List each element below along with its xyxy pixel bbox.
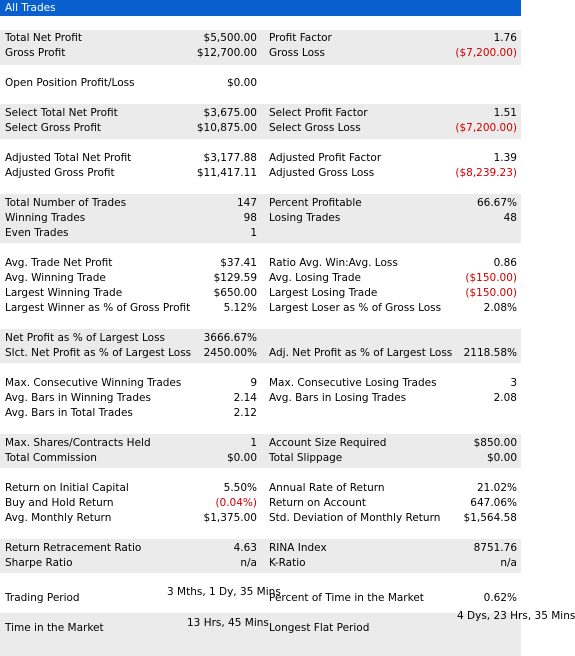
- stat-value: $1,564.58: [463, 512, 517, 524]
- stat-row: [0, 286, 521, 301]
- stat-row: [0, 481, 521, 496]
- stat-value: 1.76: [493, 32, 517, 44]
- stat-label: K-Ratio: [269, 557, 306, 569]
- stat-value: 4.63: [233, 542, 257, 554]
- section-consecutive-bars: [0, 374, 521, 423]
- stat-label: Winning Trades: [5, 212, 86, 224]
- section-contracts-commission: [0, 434, 521, 468]
- stat-label: Annual Rate of Return: [269, 482, 385, 494]
- stat-value: $10,875.00: [196, 122, 257, 134]
- section-largest-loss-ratios: [0, 329, 521, 363]
- stat-label: Avg. Trade Net Profit: [5, 257, 113, 269]
- stat-label: Open Position Profit/Loss: [5, 77, 135, 89]
- stat-value: n/a: [500, 557, 517, 569]
- stat-value: 0.86: [493, 257, 517, 269]
- stat-label: Adjusted Gross Loss: [269, 167, 375, 179]
- stat-value: 2.08%: [483, 302, 517, 314]
- stat-label: Std. Deviation of Monthly Return: [269, 512, 441, 524]
- stat-row: [0, 151, 521, 166]
- section-trade-averages: [0, 254, 521, 318]
- stat-label: Adjusted Total Net Profit: [5, 152, 132, 164]
- stat-label: Slct. Net Profit as % of Largest Loss: [5, 347, 192, 359]
- stat-value: $3,177.88: [203, 152, 257, 164]
- stat-label: Avg. Winning Trade: [5, 272, 106, 284]
- stat-label: Net Profit as % of Largest Loss: [5, 332, 166, 344]
- stat-label: Longest Flat Period: [269, 622, 370, 634]
- stat-row: [0, 496, 521, 511]
- stat-label: Total Number of Trades: [5, 197, 127, 209]
- stat-row: [0, 301, 521, 316]
- section-returns: [0, 479, 521, 528]
- stat-label: Losing Trades: [269, 212, 341, 224]
- stat-row: [0, 196, 521, 211]
- section-ratios: [0, 539, 521, 573]
- stat-label: Buy and Hold Return: [5, 497, 114, 509]
- stat-row: [0, 106, 521, 121]
- stat-value: 2.12: [233, 407, 257, 419]
- stat-label: Time in the Market: [5, 622, 104, 634]
- stat-value-negative: ($150.00): [465, 272, 517, 284]
- stat-value-negative: ($8,239.23): [455, 167, 517, 179]
- stat-label: Avg. Monthly Return: [5, 512, 112, 524]
- stat-value: 1: [250, 227, 257, 239]
- stat-row: [0, 451, 521, 466]
- stat-value: 3666.67%: [203, 332, 257, 344]
- stat-label: Max. Consecutive Winning Trades: [5, 377, 182, 389]
- stat-label: Largest Loser as % of Gross Loss: [269, 302, 442, 314]
- stat-label: Even Trades: [5, 227, 69, 239]
- stat-row: [0, 121, 521, 136]
- stat-value: 2450.00%: [203, 347, 257, 359]
- stat-value: $0.00: [226, 77, 257, 89]
- stat-label: Avg. Bars in Total Trades: [5, 407, 133, 419]
- stat-value: 98: [243, 212, 257, 224]
- stat-label: Account Size Required: [269, 437, 387, 449]
- stat-value: 48: [503, 212, 517, 224]
- stat-value: 0.62%: [483, 592, 517, 604]
- stat-label: Return on Initial Capital: [5, 482, 129, 494]
- stat-value-negative: ($150.00): [465, 287, 517, 299]
- stat-value: 8751.76: [473, 542, 517, 554]
- stat-value-negative: ($7,200.00): [455, 47, 517, 59]
- stat-label: Select Profit Factor: [269, 107, 368, 119]
- stat-row: [0, 76, 521, 91]
- stat-row: [0, 436, 521, 451]
- stat-row: [0, 346, 521, 361]
- section-trade-counts: [0, 194, 521, 243]
- stat-label: Select Gross Profit: [5, 122, 102, 134]
- stat-value: $129.59: [213, 272, 257, 284]
- stat-row: [0, 376, 521, 391]
- section-trading-period: [0, 584, 521, 613]
- section-select-profit: [0, 104, 521, 139]
- stat-row: [0, 406, 521, 421]
- report-header: [0, 0, 521, 16]
- stat-value: $650.00: [213, 287, 257, 299]
- stat-row: [0, 46, 521, 61]
- stat-row: [0, 166, 521, 181]
- stat-row: [0, 226, 521, 241]
- stat-label: Gross Profit: [5, 47, 66, 59]
- stat-label: Gross Loss: [269, 47, 325, 59]
- stat-row: [0, 541, 521, 556]
- stat-label: Return on Account: [269, 497, 366, 509]
- stat-value: 1.51: [493, 107, 517, 119]
- stat-label: Percent Profitable: [269, 197, 362, 209]
- stat-row: [0, 256, 521, 271]
- stat-row: [0, 331, 521, 346]
- stat-label: RINA Index: [269, 542, 327, 554]
- stat-label: Avg. Losing Trade: [269, 272, 362, 284]
- stat-label: Total Commission: [5, 452, 97, 464]
- stat-label: Max. Consecutive Losing Trades: [269, 377, 437, 389]
- stat-label: Adjusted Gross Profit: [5, 167, 115, 179]
- stat-value: n/a: [240, 557, 257, 569]
- stat-label: Avg. Bars in Winning Trades: [5, 392, 151, 404]
- stat-value: 66.67%: [476, 197, 517, 209]
- stat-value: 4 Dys, 23 Hrs, 35 Mins: [457, 610, 575, 622]
- stat-value: $37.41: [220, 257, 257, 269]
- stat-row: [0, 584, 521, 613]
- stat-value: 147: [236, 197, 257, 209]
- stat-label: Adj. Net Profit as % of Largest Loss: [269, 347, 453, 359]
- stat-label: Trading Period: [5, 592, 80, 604]
- stat-value: 5.50%: [223, 482, 257, 494]
- stat-value: 647.06%: [470, 497, 517, 509]
- stat-label: Select Total Net Profit: [5, 107, 118, 119]
- stat-row: [0, 556, 521, 571]
- stat-label: Total Net Profit: [5, 32, 83, 44]
- stat-label: Adjusted Profit Factor: [269, 152, 382, 164]
- stat-value: $0.00: [226, 452, 257, 464]
- stat-label: Percent of Time in the Market: [269, 592, 424, 604]
- stat-value-negative: (0.04%): [215, 497, 257, 509]
- stat-value: 2118.58%: [463, 347, 517, 359]
- stat-value: $11,417.11: [196, 167, 257, 179]
- section-open-position: [0, 76, 521, 92]
- stat-value: $12,700.00: [196, 47, 257, 59]
- section-time-in-market: [0, 610, 575, 656]
- stat-value: 21.02%: [476, 482, 517, 494]
- stat-value: $0.00: [486, 452, 517, 464]
- stat-row: [0, 511, 521, 526]
- report-title: All Trades: [5, 2, 56, 14]
- stat-value: 2.14: [233, 392, 257, 404]
- stat-value: 3 Mths, 1 Dy, 35 Mins: [167, 586, 281, 598]
- stat-row: [0, 391, 521, 406]
- stat-value-negative: ($7,200.00): [455, 122, 517, 134]
- stat-value: 5.12%: [223, 302, 257, 314]
- stat-row: [0, 31, 521, 46]
- stat-value: $5,500.00: [203, 32, 257, 44]
- section-net-profit: [0, 30, 521, 65]
- stat-value: $850.00: [473, 437, 517, 449]
- stat-value: 3: [510, 377, 517, 389]
- stat-label: Total Slippage: [269, 452, 343, 464]
- stat-label: Return Retracement Ratio: [5, 542, 142, 554]
- stat-label: Largest Winner as % of Gross Profit: [5, 302, 191, 314]
- stat-label: Largest Winning Trade: [5, 287, 123, 299]
- stat-row: [0, 610, 575, 656]
- stat-value: 1: [250, 437, 257, 449]
- stat-row: [0, 271, 521, 286]
- stat-value: 1.39: [493, 152, 517, 164]
- stat-label: Select Gross Loss: [269, 122, 361, 134]
- stat-value: $3,675.00: [203, 107, 257, 119]
- section-adjusted-profit: [0, 150, 521, 184]
- stat-label: Sharpe Ratio: [5, 557, 73, 569]
- stat-value: $1,375.00: [203, 512, 257, 524]
- stat-label: Largest Losing Trade: [269, 287, 378, 299]
- stat-label: Profit Factor: [269, 32, 332, 44]
- stat-label: Ratio Avg. Win:Avg. Loss: [269, 257, 398, 269]
- stat-label: Max. Shares/Contracts Held: [5, 437, 151, 449]
- stat-value: 2.08: [493, 392, 517, 404]
- stat-value: 13 Hrs, 45 Mins: [187, 617, 269, 629]
- stat-value: 9: [250, 377, 257, 389]
- stat-row: [0, 211, 521, 226]
- stat-label: Avg. Bars in Losing Trades: [269, 392, 407, 404]
